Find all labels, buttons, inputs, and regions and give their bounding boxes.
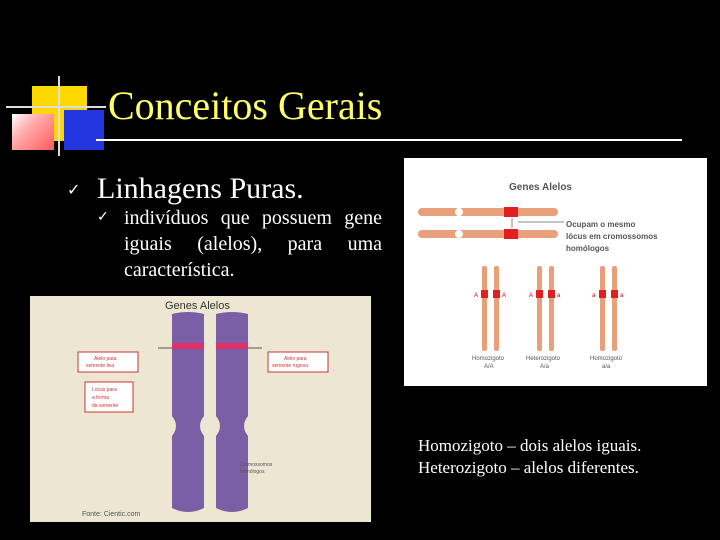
pair-genotype-2: A/a bbox=[540, 364, 550, 370]
label-smooth-line2: semente lisa bbox=[86, 363, 115, 369]
checkmark-icon: ✓ bbox=[97, 210, 109, 225]
allele-left-1: A bbox=[474, 293, 479, 299]
label-locus-line2: a forma bbox=[92, 395, 109, 401]
pair-genotype-3: a/a bbox=[602, 364, 611, 370]
slide-title: Conceitos Gerais bbox=[108, 83, 383, 128]
bullet-level2 bbox=[97, 205, 382, 283]
label-smooth-line1: Alelo para bbox=[94, 356, 117, 362]
figure-chromosomes-photo bbox=[30, 296, 371, 522]
allele-left-3: a bbox=[592, 293, 596, 299]
photo-source: Fonte: Cientic.com bbox=[82, 511, 141, 518]
deco-blue-square bbox=[64, 110, 104, 150]
chromosomes-svg bbox=[30, 296, 371, 522]
allele-right-3: a bbox=[620, 293, 624, 299]
checkmark-icon: ✓ bbox=[67, 182, 81, 199]
deco-horizontal-line bbox=[6, 106, 106, 108]
title-underline bbox=[96, 139, 682, 141]
diagram-note-line2: lócus em cromossomos bbox=[566, 232, 658, 241]
allele-left-2: A bbox=[529, 293, 534, 299]
allele-right-1: A bbox=[502, 293, 507, 299]
diagram-note-line1: Ocupam o mesmo bbox=[566, 220, 636, 229]
caption bbox=[418, 435, 641, 479]
diagram-svg bbox=[404, 158, 707, 386]
label-homologs-line2: homólogos bbox=[240, 469, 265, 475]
figure-genes-alelos-diagram bbox=[404, 158, 707, 386]
bullet-level1-text: Linhagens Puras. bbox=[97, 172, 304, 205]
deco-vertical-line bbox=[58, 76, 60, 156]
label-locus-line3: da semente bbox=[92, 403, 119, 409]
label-wrinkled-line2: semente rugosa bbox=[272, 363, 308, 369]
allele-right-2: a bbox=[557, 293, 561, 299]
pair-label-3: Homozigoto bbox=[590, 356, 623, 362]
photo-heading: Genes Alelos bbox=[165, 300, 230, 312]
diagram-note-line3: homólogos bbox=[566, 244, 610, 253]
bullet-level2-text: indivíduos que possuem gene iguais (alelos), para uma característica. bbox=[124, 207, 382, 281]
pair-homozygous-AA bbox=[472, 266, 506, 370]
caption-line2: Heterozigoto – alelos diferentes. bbox=[418, 458, 639, 478]
pair-label-1: Homozigoto bbox=[472, 356, 505, 362]
label-homologs-line1: Cromossomos bbox=[240, 462, 273, 468]
pair-heterozygous-Aa bbox=[526, 266, 561, 370]
label-wrinkled-line1: Alelo para bbox=[284, 356, 307, 362]
pair-genotype-1: A/A bbox=[484, 364, 494, 370]
label-locus-line1: Locus para bbox=[92, 387, 117, 393]
deco-red-square bbox=[12, 114, 54, 150]
caption-line1: Homozigoto – dois alelos iguais. bbox=[418, 436, 642, 455]
pair-label-2: Heterozigoto bbox=[526, 356, 561, 362]
pair-homozygous-aa bbox=[590, 266, 624, 370]
diagram-heading: Genes Alelos bbox=[509, 182, 572, 193]
